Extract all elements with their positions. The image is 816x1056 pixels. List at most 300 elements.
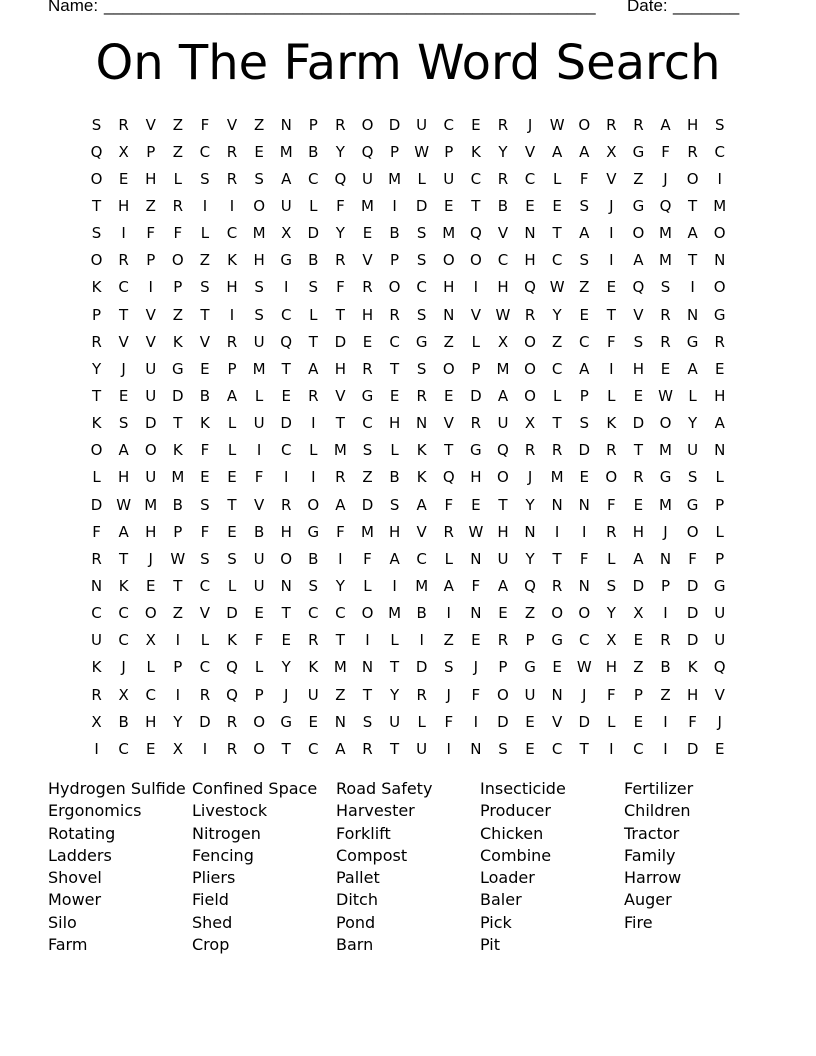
grid-letter[interactable]: L: [173, 169, 182, 188]
grid-letter[interactable]: P: [444, 142, 454, 161]
grid-letter[interactable]: A: [497, 386, 509, 405]
grid-letter[interactable]: O: [361, 115, 374, 134]
grid-letter[interactable]: S: [200, 169, 210, 188]
grid-letter[interactable]: S: [362, 441, 373, 460]
grid-letter[interactable]: H: [632, 359, 645, 378]
grid-letter[interactable]: O: [442, 251, 455, 270]
grid-letter[interactable]: E: [633, 386, 644, 405]
grid-letter[interactable]: I: [663, 712, 668, 731]
grid-letter[interactable]: K: [172, 441, 183, 460]
grid-letter[interactable]: T: [335, 631, 345, 650]
grid-letter[interactable]: R: [551, 576, 563, 595]
grid-letter[interactable]: R: [660, 631, 671, 650]
grid-letter[interactable]: I: [229, 305, 235, 324]
grid-letter[interactable]: G: [415, 332, 428, 351]
grid-letter[interactable]: I: [229, 196, 235, 215]
grid-letter[interactable]: C: [118, 278, 129, 297]
grid-letter[interactable]: E: [525, 712, 535, 731]
grid-letter[interactable]: S: [362, 712, 373, 731]
grid-letter[interactable]: C: [199, 142, 211, 161]
grid-letter[interactable]: L: [552, 169, 562, 188]
grid-letter[interactable]: M: [442, 224, 456, 243]
grid-letter[interactable]: C: [416, 278, 427, 297]
grid-letter[interactable]: U: [145, 359, 157, 378]
grid-letter[interactable]: C: [714, 142, 725, 161]
grid-letter[interactable]: K: [416, 468, 427, 487]
grid-letter[interactable]: A: [714, 414, 725, 433]
grid-letter[interactable]: C: [416, 549, 427, 568]
grid-letter[interactable]: C: [199, 658, 211, 677]
grid-letter[interactable]: L: [444, 549, 453, 568]
grid-letter[interactable]: F: [173, 224, 183, 243]
grid-letter[interactable]: O: [551, 604, 564, 623]
grid-letter[interactable]: E: [552, 658, 562, 677]
grid-letter[interactable]: A: [118, 522, 129, 541]
grid-letter[interactable]: Z: [524, 604, 536, 623]
grid-letter[interactable]: T: [91, 196, 102, 215]
grid-letter[interactable]: X: [606, 631, 617, 650]
grid-letter[interactable]: R: [91, 332, 102, 351]
grid-letter[interactable]: R: [199, 685, 211, 704]
grid-letter[interactable]: J: [527, 115, 533, 134]
grid-letter[interactable]: P: [390, 142, 400, 161]
grid-letter[interactable]: Y: [91, 359, 102, 378]
grid-letter[interactable]: I: [473, 712, 479, 731]
grid-letter[interactable]: T: [173, 576, 183, 595]
grid-letter[interactable]: O: [659, 414, 672, 433]
grid-letter[interactable]: S: [660, 278, 671, 297]
grid-letter[interactable]: N: [524, 522, 536, 541]
grid-letter[interactable]: D: [90, 495, 103, 514]
grid-letter[interactable]: N: [686, 305, 699, 324]
grid-letter[interactable]: Y: [606, 604, 616, 623]
grid-letter[interactable]: O: [253, 196, 266, 215]
grid-letter[interactable]: A: [416, 495, 427, 514]
grid-letter[interactable]: T: [281, 604, 291, 623]
grid-letter[interactable]: V: [606, 169, 617, 188]
grid-letter[interactable]: Z: [633, 169, 644, 188]
grid-letter[interactable]: P: [146, 142, 156, 161]
grid-letter[interactable]: B: [308, 142, 319, 161]
grid-letter[interactable]: P: [715, 549, 725, 568]
grid-letter[interactable]: K: [227, 251, 237, 270]
grid-letter[interactable]: T: [389, 739, 400, 758]
grid-letter[interactable]: M: [388, 604, 402, 623]
grid-letter[interactable]: T: [281, 739, 291, 758]
grid-letter[interactable]: R: [416, 386, 427, 405]
grid-letter[interactable]: L: [607, 549, 616, 568]
grid-letter[interactable]: H: [280, 522, 292, 541]
grid-letter[interactable]: L: [688, 386, 697, 405]
grid-letter[interactable]: R: [497, 631, 509, 650]
grid-letter[interactable]: E: [606, 278, 617, 297]
grid-letter[interactable]: R: [226, 142, 238, 161]
grid-letter[interactable]: L: [363, 576, 372, 595]
grid-letter[interactable]: E: [660, 359, 671, 378]
grid-letter[interactable]: E: [227, 468, 237, 487]
grid-letter[interactable]: D: [578, 712, 591, 731]
grid-letter[interactable]: I: [392, 576, 397, 595]
grid-letter[interactable]: W: [116, 495, 132, 514]
grid-letter[interactable]: N: [551, 685, 563, 704]
grid-letter[interactable]: J: [121, 359, 126, 378]
grid-letter[interactable]: J: [663, 169, 668, 188]
grid-letter[interactable]: T: [362, 685, 373, 704]
grid-letter[interactable]: U: [714, 631, 726, 650]
grid-letter[interactable]: T: [471, 196, 481, 215]
grid-letter[interactable]: C: [335, 604, 346, 623]
grid-letter[interactable]: D: [686, 631, 699, 650]
grid-letter[interactable]: U: [280, 196, 292, 215]
grid-letter[interactable]: V: [253, 495, 265, 514]
grid-letter[interactable]: U: [253, 332, 265, 351]
grid-letter[interactable]: U: [497, 414, 509, 433]
grid-letter[interactable]: N: [280, 576, 292, 595]
grid-letter[interactable]: D: [686, 604, 699, 623]
grid-letter[interactable]: D: [415, 196, 428, 215]
grid-letter[interactable]: F: [471, 685, 481, 704]
grid-letter[interactable]: U: [714, 604, 726, 623]
grid-letter[interactable]: L: [309, 305, 318, 324]
grid-letter[interactable]: C: [497, 251, 509, 270]
grid-letter[interactable]: C: [118, 631, 129, 650]
grid-letter[interactable]: M: [333, 441, 347, 460]
grid-letter[interactable]: G: [686, 495, 699, 514]
grid-letter[interactable]: I: [283, 468, 289, 487]
grid-letter[interactable]: Z: [253, 115, 265, 134]
grid-letter[interactable]: D: [199, 712, 211, 731]
grid-letter[interactable]: K: [118, 576, 129, 595]
grid-letter[interactable]: R: [226, 712, 238, 731]
grid-letter[interactable]: V: [497, 224, 509, 243]
grid-letter[interactable]: Z: [172, 604, 183, 623]
grid-letter[interactable]: C: [633, 739, 644, 758]
grid-letter[interactable]: T: [119, 549, 129, 568]
grid-letter[interactable]: T: [119, 305, 129, 324]
grid-letter[interactable]: P: [173, 658, 183, 677]
grid-letter[interactable]: X: [91, 712, 102, 731]
grid-letter[interactable]: W: [170, 549, 186, 568]
grid-letter[interactable]: R: [416, 685, 427, 704]
grid-letter[interactable]: O: [578, 604, 591, 623]
grid-letter[interactable]: G: [551, 631, 563, 650]
grid-letter[interactable]: I: [473, 278, 479, 297]
grid-letter[interactable]: A: [579, 142, 590, 161]
grid-letter[interactable]: H: [632, 522, 645, 541]
grid-letter[interactable]: P: [308, 115, 318, 134]
grid-letter[interactable]: N: [90, 576, 103, 595]
grid-letter[interactable]: F: [363, 549, 372, 568]
grid-letter[interactable]: K: [91, 658, 102, 677]
grid-letter[interactable]: F: [336, 522, 345, 541]
grid-letter[interactable]: R: [606, 115, 617, 134]
grid-letter[interactable]: L: [92, 468, 101, 487]
grid-letter[interactable]: M: [496, 359, 510, 378]
grid-letter[interactable]: L: [227, 576, 237, 595]
grid-letter[interactable]: C: [118, 604, 129, 623]
grid-letter[interactable]: A: [443, 576, 454, 595]
grid-letter[interactable]: I: [609, 224, 614, 243]
grid-letter[interactable]: E: [227, 522, 237, 541]
grid-letter[interactable]: R: [524, 441, 536, 460]
grid-letter[interactable]: I: [446, 739, 451, 758]
grid-letter[interactable]: Z: [552, 332, 563, 351]
grid-letter[interactable]: R: [497, 169, 509, 188]
grid-letter[interactable]: T: [688, 251, 698, 270]
grid-letter[interactable]: C: [118, 739, 129, 758]
grid-letter[interactable]: A: [497, 576, 509, 595]
grid-letter[interactable]: E: [281, 631, 291, 650]
grid-letter[interactable]: R: [606, 441, 617, 460]
grid-letter[interactable]: S: [416, 251, 427, 270]
grid-letter[interactable]: T: [552, 414, 562, 433]
grid-letter[interactable]: Q: [226, 658, 238, 677]
grid-letter[interactable]: D: [686, 576, 699, 595]
grid-letter[interactable]: M: [333, 658, 347, 677]
grid-letter[interactable]: D: [172, 386, 184, 405]
grid-letter[interactable]: K: [200, 414, 210, 433]
grid-letter[interactable]: P: [173, 522, 183, 541]
grid-letter[interactable]: F: [254, 631, 264, 650]
grid-letter[interactable]: N: [659, 549, 672, 568]
grid-letter[interactable]: R: [226, 332, 238, 351]
grid-letter[interactable]: E: [308, 712, 319, 731]
grid-letter[interactable]: O: [578, 115, 591, 134]
grid-letter[interactable]: C: [524, 169, 536, 188]
grid-letter[interactable]: R: [633, 468, 644, 487]
grid-letter[interactable]: O: [307, 495, 320, 514]
grid-letter[interactable]: R: [91, 549, 102, 568]
grid-letter[interactable]: L: [552, 386, 562, 405]
grid-letter[interactable]: S: [254, 169, 264, 188]
grid-letter[interactable]: I: [202, 739, 208, 758]
grid-letter[interactable]: T: [633, 441, 643, 460]
grid-letter[interactable]: D: [226, 604, 238, 623]
grid-letter[interactable]: T: [227, 495, 237, 514]
grid-letter[interactable]: N: [524, 224, 536, 243]
grid-letter[interactable]: P: [254, 685, 264, 704]
grid-letter[interactable]: D: [470, 386, 482, 405]
grid-letter[interactable]: Z: [660, 685, 671, 704]
grid-letter[interactable]: G: [524, 658, 536, 677]
grid-letter[interactable]: R: [335, 115, 346, 134]
grid-letter[interactable]: C: [308, 169, 319, 188]
grid-letter[interactable]: P: [579, 386, 589, 405]
grid-letter[interactable]: Q: [334, 169, 347, 188]
grid-letter[interactable]: Y: [281, 658, 291, 677]
grid-letter[interactable]: V: [199, 604, 211, 623]
grid-letter[interactable]: D: [632, 414, 645, 433]
grid-letter[interactable]: R: [714, 332, 725, 351]
grid-letter[interactable]: E: [362, 332, 373, 351]
grid-letter[interactable]: T: [389, 658, 400, 677]
grid-letter[interactable]: Y: [335, 142, 345, 161]
grid-letter[interactable]: M: [659, 441, 672, 460]
grid-letter[interactable]: B: [308, 549, 319, 568]
grid-letter[interactable]: A: [579, 359, 590, 378]
grid-letter[interactable]: N: [578, 495, 590, 514]
grid-letter[interactable]: E: [525, 739, 535, 758]
grid-letter[interactable]: C: [578, 631, 590, 650]
grid-letter[interactable]: L: [390, 631, 399, 650]
grid-letter[interactable]: U: [307, 685, 319, 704]
grid-letter[interactable]: I: [338, 549, 343, 568]
grid-letter[interactable]: E: [200, 359, 210, 378]
grid-letter[interactable]: M: [252, 224, 266, 243]
grid-letter[interactable]: V: [552, 712, 563, 731]
grid-letter[interactable]: E: [633, 631, 644, 650]
grid-letter[interactable]: O: [713, 224, 726, 243]
grid-letter[interactable]: T: [552, 549, 562, 568]
grid-letter[interactable]: P: [471, 359, 481, 378]
grid-letter[interactable]: U: [416, 739, 428, 758]
grid-letter[interactable]: T: [200, 305, 210, 324]
grid-letter[interactable]: R: [660, 332, 671, 351]
grid-letter[interactable]: K: [470, 142, 481, 161]
grid-letter[interactable]: N: [714, 251, 726, 270]
grid-letter[interactable]: M: [252, 359, 266, 378]
grid-letter[interactable]: H: [686, 115, 699, 134]
grid-letter[interactable]: R: [633, 115, 644, 134]
grid-letter[interactable]: R: [226, 169, 238, 188]
grid-letter[interactable]: E: [471, 631, 481, 650]
grid-letter[interactable]: O: [253, 712, 266, 731]
grid-letter[interactable]: B: [308, 251, 319, 270]
grid-letter[interactable]: U: [91, 631, 103, 650]
grid-letter[interactable]: U: [361, 169, 373, 188]
name-field[interactable]: ____________________________________________________: [104, 0, 596, 15]
grid-letter[interactable]: P: [525, 631, 535, 650]
grid-letter[interactable]: J: [121, 658, 126, 677]
grid-letter[interactable]: F: [254, 468, 264, 487]
grid-letter[interactable]: R: [308, 631, 319, 650]
grid-letter[interactable]: Z: [362, 468, 373, 487]
grid-letter[interactable]: J: [283, 685, 289, 704]
grid-letter[interactable]: O: [144, 604, 157, 623]
grid-letter[interactable]: B: [172, 495, 183, 514]
grid-letter[interactable]: S: [91, 224, 102, 243]
grid-letter[interactable]: H: [226, 278, 238, 297]
grid-letter[interactable]: V: [145, 332, 156, 351]
grid-letter[interactable]: R: [308, 386, 319, 405]
grid-letter[interactable]: U: [253, 576, 265, 595]
date-field[interactable]: _______: [673, 0, 740, 15]
grid-letter[interactable]: G: [632, 196, 645, 215]
grid-letter[interactable]: O: [388, 278, 401, 297]
grid-letter[interactable]: F: [200, 115, 210, 134]
grid-letter[interactable]: C: [145, 685, 156, 704]
grid-letter[interactable]: B: [416, 604, 427, 623]
grid-letter[interactable]: A: [389, 549, 400, 568]
grid-letter[interactable]: D: [686, 739, 699, 758]
grid-letter[interactable]: I: [717, 169, 722, 188]
grid-letter[interactable]: U: [145, 386, 157, 405]
grid-letter[interactable]: I: [256, 441, 262, 460]
grid-letter[interactable]: T: [579, 739, 589, 758]
grid-letter[interactable]: S: [389, 495, 400, 514]
grid-letter[interactable]: D: [632, 576, 645, 595]
grid-letter[interactable]: F: [336, 196, 345, 215]
grid-letter[interactable]: A: [281, 169, 292, 188]
grid-letter[interactable]: L: [309, 441, 318, 460]
grid-letter[interactable]: L: [390, 441, 399, 460]
grid-letter[interactable]: T: [552, 224, 562, 243]
grid-letter[interactable]: R: [362, 739, 373, 758]
grid-letter[interactable]: V: [145, 305, 156, 324]
grid-letter[interactable]: C: [551, 739, 563, 758]
grid-letter[interactable]: R: [497, 115, 509, 134]
grid-letter[interactable]: R: [687, 142, 698, 161]
grid-letter[interactable]: M: [415, 576, 429, 595]
grid-letter[interactable]: S: [200, 278, 210, 297]
grid-letter[interactable]: I: [446, 604, 451, 623]
grid-letter[interactable]: O: [280, 549, 293, 568]
grid-letter[interactable]: G: [172, 359, 184, 378]
grid-letter[interactable]: R: [551, 441, 563, 460]
grid-letter[interactable]: F: [607, 685, 616, 704]
grid-letter[interactable]: R: [389, 305, 400, 324]
grid-letter[interactable]: N: [443, 305, 455, 324]
grid-letter[interactable]: I: [609, 739, 614, 758]
grid-letter[interactable]: C: [308, 739, 319, 758]
grid-letter[interactable]: J: [473, 658, 479, 677]
grid-letter[interactable]: Z: [579, 278, 590, 297]
grid-letter[interactable]: V: [633, 305, 644, 324]
grid-letter[interactable]: H: [361, 305, 374, 324]
grid-letter[interactable]: C: [199, 576, 211, 595]
grid-letter[interactable]: X: [281, 224, 292, 243]
grid-letter[interactable]: F: [200, 522, 210, 541]
grid-letter[interactable]: B: [660, 658, 671, 677]
grid-letter[interactable]: I: [419, 631, 424, 650]
grid-letter[interactable]: V: [335, 386, 346, 405]
grid-letter[interactable]: O: [361, 604, 374, 623]
grid-letter[interactable]: A: [579, 224, 590, 243]
grid-letter[interactable]: S: [200, 549, 210, 568]
grid-letter[interactable]: L: [200, 224, 210, 243]
grid-letter[interactable]: F: [444, 712, 454, 731]
grid-letter[interactable]: H: [118, 468, 130, 487]
grid-letter[interactable]: M: [361, 522, 374, 541]
grid-letter[interactable]: F: [336, 278, 345, 297]
grid-letter[interactable]: O: [713, 278, 726, 297]
grid-letter[interactable]: L: [227, 414, 237, 433]
grid-letter[interactable]: F: [579, 169, 589, 188]
grid-letter[interactable]: Y: [552, 305, 562, 324]
grid-letter[interactable]: D: [361, 495, 374, 514]
grid-letter[interactable]: V: [226, 115, 238, 134]
grid-letter[interactable]: I: [663, 739, 668, 758]
grid-letter[interactable]: K: [308, 658, 319, 677]
grid-letter[interactable]: H: [605, 658, 617, 677]
grid-letter[interactable]: I: [609, 359, 614, 378]
grid-letter[interactable]: Q: [524, 278, 536, 297]
grid-letter[interactable]: V: [362, 251, 373, 270]
grid-letter[interactable]: H: [145, 169, 157, 188]
grid-letter[interactable]: W: [576, 658, 592, 677]
grid-letter[interactable]: Y: [389, 685, 400, 704]
grid-letter[interactable]: F: [688, 549, 697, 568]
grid-letter[interactable]: K: [416, 441, 427, 460]
grid-letter[interactable]: C: [226, 224, 238, 243]
grid-letter[interactable]: I: [311, 468, 316, 487]
grid-letter[interactable]: Z: [199, 251, 211, 270]
grid-letter[interactable]: R: [226, 739, 238, 758]
grid-letter[interactable]: G: [361, 386, 374, 405]
grid-letter[interactable]: C: [551, 251, 563, 270]
grid-letter[interactable]: C: [362, 414, 373, 433]
grid-letter[interactable]: L: [309, 196, 318, 215]
